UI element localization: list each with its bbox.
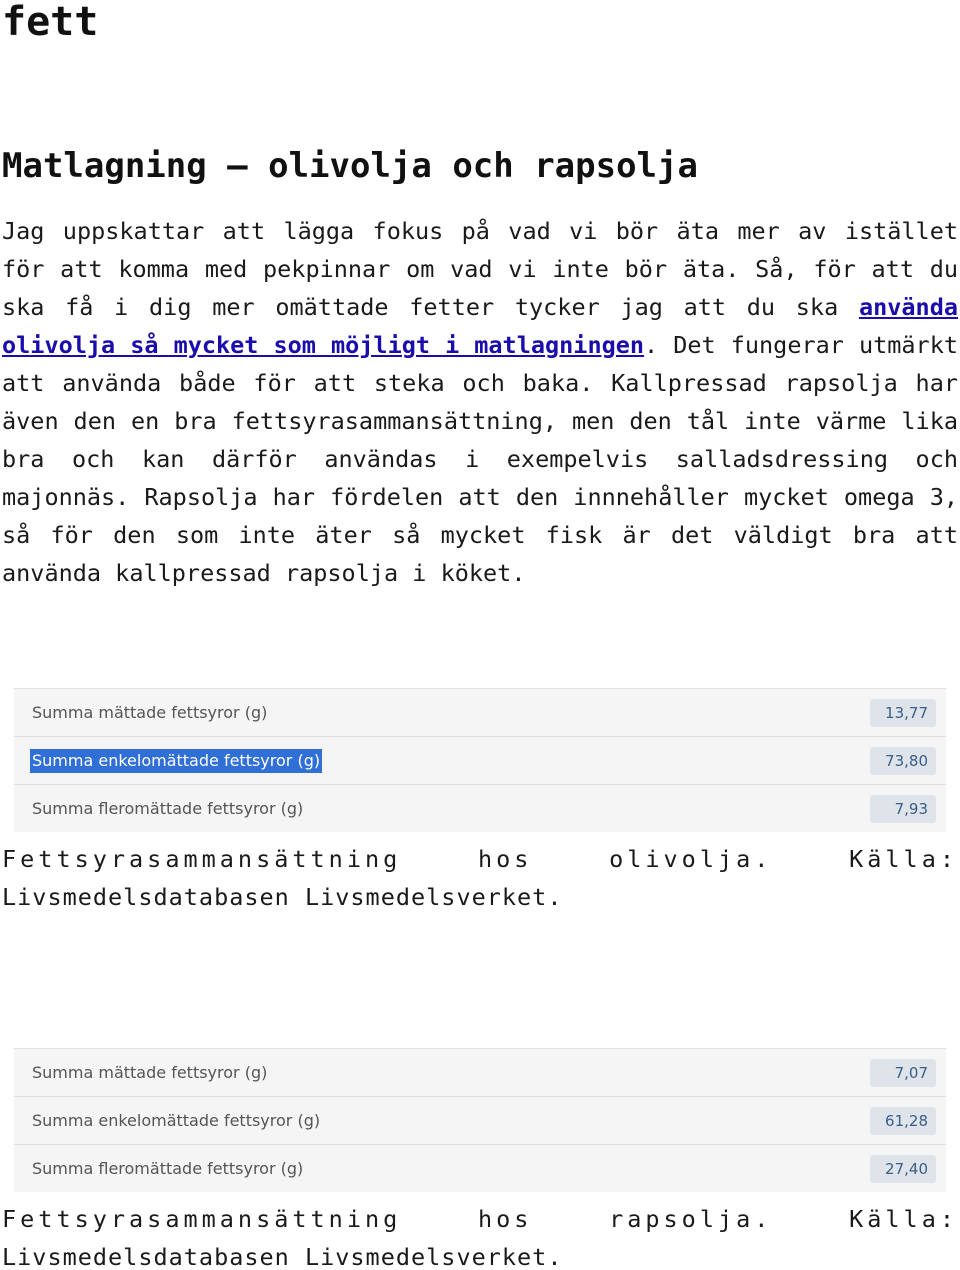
post-title: Matlagning – olivolja och rapsolja xyxy=(2,146,698,186)
row-value: 7,07 xyxy=(870,1059,936,1087)
rapeseed-table-caption xyxy=(2,1200,958,1270)
rapeseed-oil-fat-table xyxy=(14,1048,946,1192)
row-label: Summa mättade fettsyror (g) xyxy=(32,703,268,722)
caption-line: Fettsyrasammansättning hos olivolja. Källa: xyxy=(2,845,958,873)
table-row xyxy=(14,1049,946,1097)
row-value: 73,80 xyxy=(870,747,936,775)
olive-table-caption xyxy=(2,840,958,916)
caption-line: Fettsyrasammansättning hos rapsolja. Källa: xyxy=(2,1205,958,1233)
category-title: fett xyxy=(2,0,99,45)
olive-oil-link[interactable]: använda olivolja så mycket som möjligt i matlagningen xyxy=(2,293,958,359)
table-row xyxy=(14,737,946,785)
table-row xyxy=(14,689,946,737)
article-paragraph xyxy=(2,212,958,592)
row-value: 13,77 xyxy=(870,699,936,727)
row-value: 61,28 xyxy=(870,1107,936,1135)
row-value: 7,93 xyxy=(870,795,936,823)
row-label-selected: Summa enkelomättade fettsyror (g) xyxy=(30,749,322,773)
row-label: Summa enkelomättade fettsyror (g) xyxy=(32,1111,321,1130)
row-label: Summa mättade fettsyror (g) xyxy=(32,1063,268,1082)
paragraph-text-start: Jag uppskattar att lägga fokus på vad vi bör äta mer av istället för att komma med pekpinnar om vad vi inte bör äta. Så, för att du ska få i dig mer omättade fetter tycker jag att du ska xyxy=(2,217,958,321)
table-row xyxy=(14,1097,946,1145)
paragraph-text-end: . Det fungerar utmärkt att använda både för att steka och baka. Kallpressad rapsolja har även den en bra fettsyrasammansättning, men den tål inte värme lika bra och kan därför användas i exempelvis salladsdressing och majonnäs. Rapsolja har fördelen att den innnehåller mycket omega 3, så för den som inte äter så mycket fisk är det väldigt bra att använda kallpressad rapsolja i köket. xyxy=(2,331,958,587)
row-label: Summa fleromättade fettsyror (g) xyxy=(32,799,304,818)
caption-line: Livsmedelsdatabasen Livsmedelsverket. xyxy=(2,883,563,911)
caption-line: Livsmedelsdatabasen Livsmedelsverket. xyxy=(2,1243,563,1270)
row-label: Summa fleromättade fettsyror (g) xyxy=(32,1159,304,1178)
row-value: 27,40 xyxy=(870,1155,936,1183)
table-row xyxy=(14,785,946,833)
table-row xyxy=(14,1145,946,1193)
olive-oil-fat-table xyxy=(14,688,946,832)
